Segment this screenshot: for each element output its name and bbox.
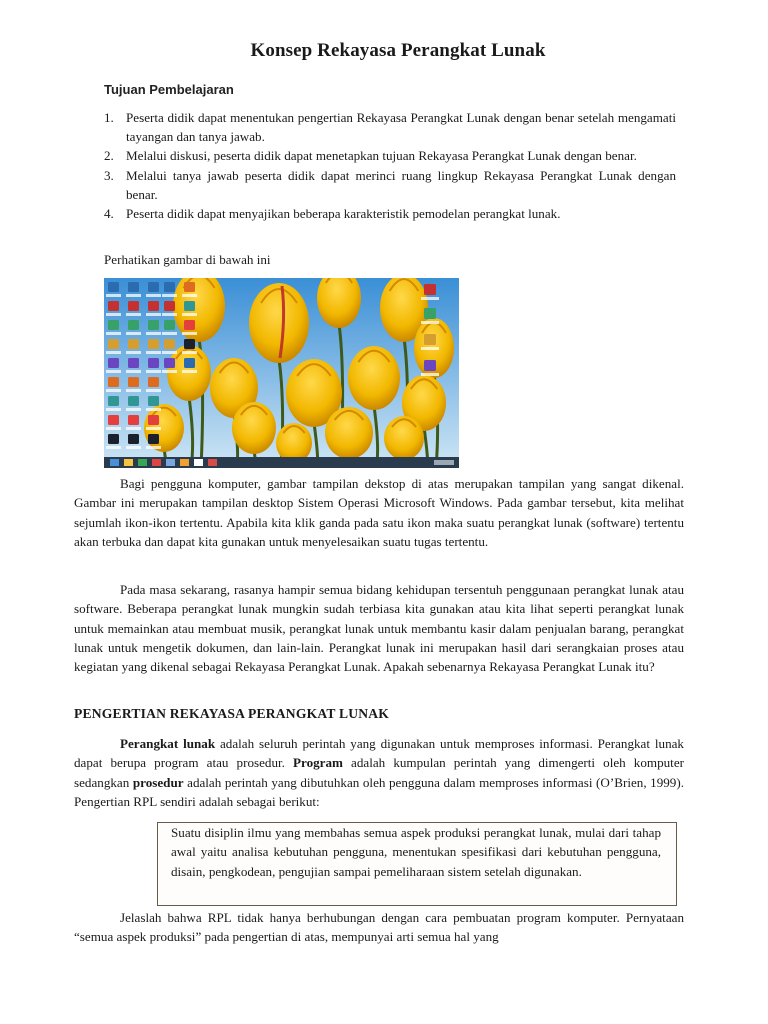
desktop-icon-label xyxy=(126,408,141,411)
desktop-icon-label xyxy=(146,370,161,373)
desktop-icon xyxy=(148,339,159,349)
taskbar-icon xyxy=(138,459,147,466)
desktop-icon xyxy=(128,339,139,349)
desktop-icon-label xyxy=(106,370,121,373)
paragraph-text: adalah perintah yang dibutuhkan oleh pengguna dalam memproses informasi (O’Brien, 1999). Pengertian RPL sendiri adalah sebagai berikut: xyxy=(74,774,684,809)
desktop-icon xyxy=(424,308,436,319)
tulip-bloom xyxy=(232,402,276,454)
desktop-icon xyxy=(108,377,119,387)
definition-box xyxy=(157,822,677,906)
desktop-icon xyxy=(148,415,159,425)
tulip-bloom xyxy=(384,416,424,460)
desktop-icon-label xyxy=(162,332,177,335)
tulip-bloom xyxy=(249,283,309,363)
item-text: Peserta didik dapat menentukan pengertian Rekayasa Perangkat Lunak dengan benar setelah mengamati tayangan dan tanya jawab. xyxy=(126,110,676,145)
desktop-icon-label xyxy=(182,294,197,297)
desktop-icon xyxy=(108,339,119,349)
desktop-icon-label xyxy=(182,370,197,373)
desktop-icon-label xyxy=(106,389,121,392)
paragraph-definition-intro xyxy=(74,734,684,811)
taskbar-icon xyxy=(152,459,161,466)
desktop-icon xyxy=(108,301,119,311)
desktop-icon xyxy=(108,320,119,330)
desktop-icon-label xyxy=(106,351,121,354)
desktop-icon-label xyxy=(146,389,161,392)
desktop-icon xyxy=(148,282,159,292)
desktop-icon xyxy=(184,282,195,292)
desktop-icon xyxy=(128,396,139,406)
desktop-icon xyxy=(128,301,139,311)
desktop-icon xyxy=(424,360,436,371)
desktop-icon-label xyxy=(106,446,121,449)
desktop-icon-label xyxy=(126,313,141,316)
page-title: Konsep Rekayasa Perangkat Lunak xyxy=(250,40,546,61)
list-item xyxy=(104,108,676,146)
desktop-icon-label xyxy=(126,294,141,297)
desktop-icon xyxy=(108,415,119,425)
tulip-bloom xyxy=(348,346,400,410)
desktop-icon-label xyxy=(421,297,439,300)
desktop-icon-label xyxy=(146,446,161,449)
desktop-icon-label xyxy=(126,332,141,335)
figure-intro: Perhatikan gambar di bawah ini xyxy=(104,252,271,267)
paragraph-text: adalah seluruh perintah yang digunakan untuk memproses informasi. Perangkat lunak dapat berupa program atau prosedur. xyxy=(74,736,684,771)
desktop-icon xyxy=(128,320,139,330)
list-item xyxy=(104,204,676,223)
taskbar-icon xyxy=(208,459,217,466)
desktop-icon xyxy=(148,434,159,444)
desktop-icon xyxy=(128,415,139,425)
desktop-icon xyxy=(108,434,119,444)
item-number: 2. xyxy=(104,148,114,164)
taskbar-icon xyxy=(166,459,175,466)
taskbar-icon xyxy=(194,459,203,466)
item-text: Melalui diskusi, peserta didik dapat menetapkan tujuan Rekayasa Perangkat Lunak dengan benar. xyxy=(126,148,637,164)
desktop-icon xyxy=(148,301,159,311)
tulip-bloom xyxy=(325,407,373,459)
desktop-icon-label xyxy=(421,321,439,324)
desktop-illustration xyxy=(104,278,459,468)
desktop-icon xyxy=(148,396,159,406)
taskbar-clock xyxy=(434,460,454,465)
desktop-icon xyxy=(424,334,436,345)
desktop-icon-label xyxy=(106,332,121,335)
taskbar-icon xyxy=(110,459,119,466)
list-item xyxy=(104,166,676,204)
desktop-icon xyxy=(148,358,159,368)
paragraph-conclusion: Jelaslah bahwa RPL tidak hanya berhubungan dengan cara pembuatan program komputer. Pernyataan “semua aspek produksi” pada pengertian di atas, mempunyai arti semua hal yang xyxy=(74,910,684,945)
desktop-icon-label xyxy=(421,373,439,376)
paragraph-text: adalah kumpulan perintah yang dimengerti oleh komputer sedangkan xyxy=(74,755,684,790)
desktop-icon xyxy=(184,320,195,330)
desktop-screenshot-figure xyxy=(104,278,459,468)
desktop-icon xyxy=(164,358,175,368)
desktop-icon-label xyxy=(182,332,197,335)
desktop-icon-label xyxy=(182,313,197,316)
desktop-icon xyxy=(164,339,175,349)
desktop-icon xyxy=(108,358,119,368)
desktop-icon xyxy=(128,358,139,368)
desktop-icon-label xyxy=(126,427,141,430)
desktop-icon xyxy=(108,282,119,292)
taskbar-icon xyxy=(124,459,133,466)
desktop-icon-label xyxy=(162,370,177,373)
item-text: Melalui tanya jawab peserta didik dapat merinci ruang lingkup Rekayasa Perangkat Lunak dengan benar. xyxy=(126,167,676,202)
desktop-icon xyxy=(164,320,175,330)
desktop-icon-label xyxy=(182,351,197,354)
desktop-icon-label xyxy=(162,351,177,354)
desktop-icon xyxy=(148,377,159,387)
objectives-list xyxy=(104,108,676,223)
definition-text: Suatu disiplin ilmu yang membahas semua aspek produksi perangkat lunak, mulai dari tahap awal yaitu analisa kebutuhan pengguna, menentukan spesifikasi dari kebutuhan pengguna, disain, pengkodean, pengujian sampai pemeliharaan sistem setelah digunakan. xyxy=(171,825,661,879)
section-heading: PENGERTIAN REKAYASA PERANGKAT LUNAK xyxy=(74,706,390,721)
desktop-icon xyxy=(164,301,175,311)
item-number: 4. xyxy=(104,206,114,222)
desktop-icon-label xyxy=(126,370,141,373)
term-prosedur: prosedur xyxy=(132,774,184,790)
section-subtitle: Tujuan Pembelajaran xyxy=(104,82,234,97)
desktop-icon-label xyxy=(162,313,177,316)
desktop-icon-label xyxy=(146,351,161,354)
list-item xyxy=(104,146,676,165)
desktop-icon xyxy=(184,301,195,311)
paragraph-software: Pada masa sekarang, rasanya hampir semua bidang kehidupan tersentuh penggunaan perangkat lunak atau software. Beberapa perangkat lunak mungkin sudah terbiasa kita gunakan atau kita lihat seperti perangkat lunak untuk memainkan atau membuat musik, perangkat lunak untuk membantu kasir dalam penjualan barang, perangkat lunak untuk mengetik dokumen, dan lain-lain. Perangkat lunak ini merupakan hasil dari serangkaian proses atau kegiatan yang dikenal sebagai Rekayasa Perangkat Lunak. Apakah sebenarnya Rekayasa Perangkat Lunak itu? xyxy=(74,582,684,675)
desktop-icon-label xyxy=(126,446,141,449)
taskbar-icon xyxy=(180,459,189,466)
desktop-icon xyxy=(148,320,159,330)
desktop-icon xyxy=(128,377,139,387)
desktop-icon-label xyxy=(106,294,121,297)
desktop-icon-label xyxy=(146,408,161,411)
desktop-icon xyxy=(128,282,139,292)
item-text: Peserta didik dapat menyajikan beberapa karakteristik pemodelan perangkat lunak. xyxy=(126,206,561,222)
desktop-icon-label xyxy=(162,294,177,297)
item-number: 1. xyxy=(104,110,114,125)
desktop-icon xyxy=(164,282,175,292)
desktop-icon-label xyxy=(106,427,121,430)
desktop-icon-label xyxy=(146,313,161,316)
desktop-icon xyxy=(424,284,436,295)
desktop-icon xyxy=(108,396,119,406)
paragraph-desktop: Bagi pengguna komputer, gambar tampilan dekstop di atas merupakan tampilan yang sangat dikenal. Gambar ini merupakan tampilan desktop Sistem Operasi Microsoft Windows. Pada gambar tersebut, kita melihat sejumlah ikon-ikon tertentu. Apabila kita klik ganda pada satu ikon maka suatu perangkat lunak (software) tertentu akan terbuka dan dapat kita gunakan untuk menyelesaikan suatu tugas tertentu. xyxy=(74,476,684,549)
term-perangkat-lunak: Perangkat lunak xyxy=(120,736,216,751)
desktop-icon xyxy=(184,358,195,368)
term-program: Program xyxy=(293,755,343,771)
desktop-icon-label xyxy=(146,332,161,335)
desktop-icon-label xyxy=(106,408,121,411)
desktop-icon-label xyxy=(146,427,161,430)
desktop-icon-label xyxy=(126,389,141,392)
desktop-icon-label xyxy=(106,313,121,316)
desktop-icon xyxy=(128,434,139,444)
item-number: 3. xyxy=(104,167,114,183)
desktop-icon xyxy=(184,339,195,349)
desktop-icon-label xyxy=(126,351,141,354)
desktop-icon-label xyxy=(146,294,161,297)
desktop-icon-label xyxy=(421,347,439,350)
